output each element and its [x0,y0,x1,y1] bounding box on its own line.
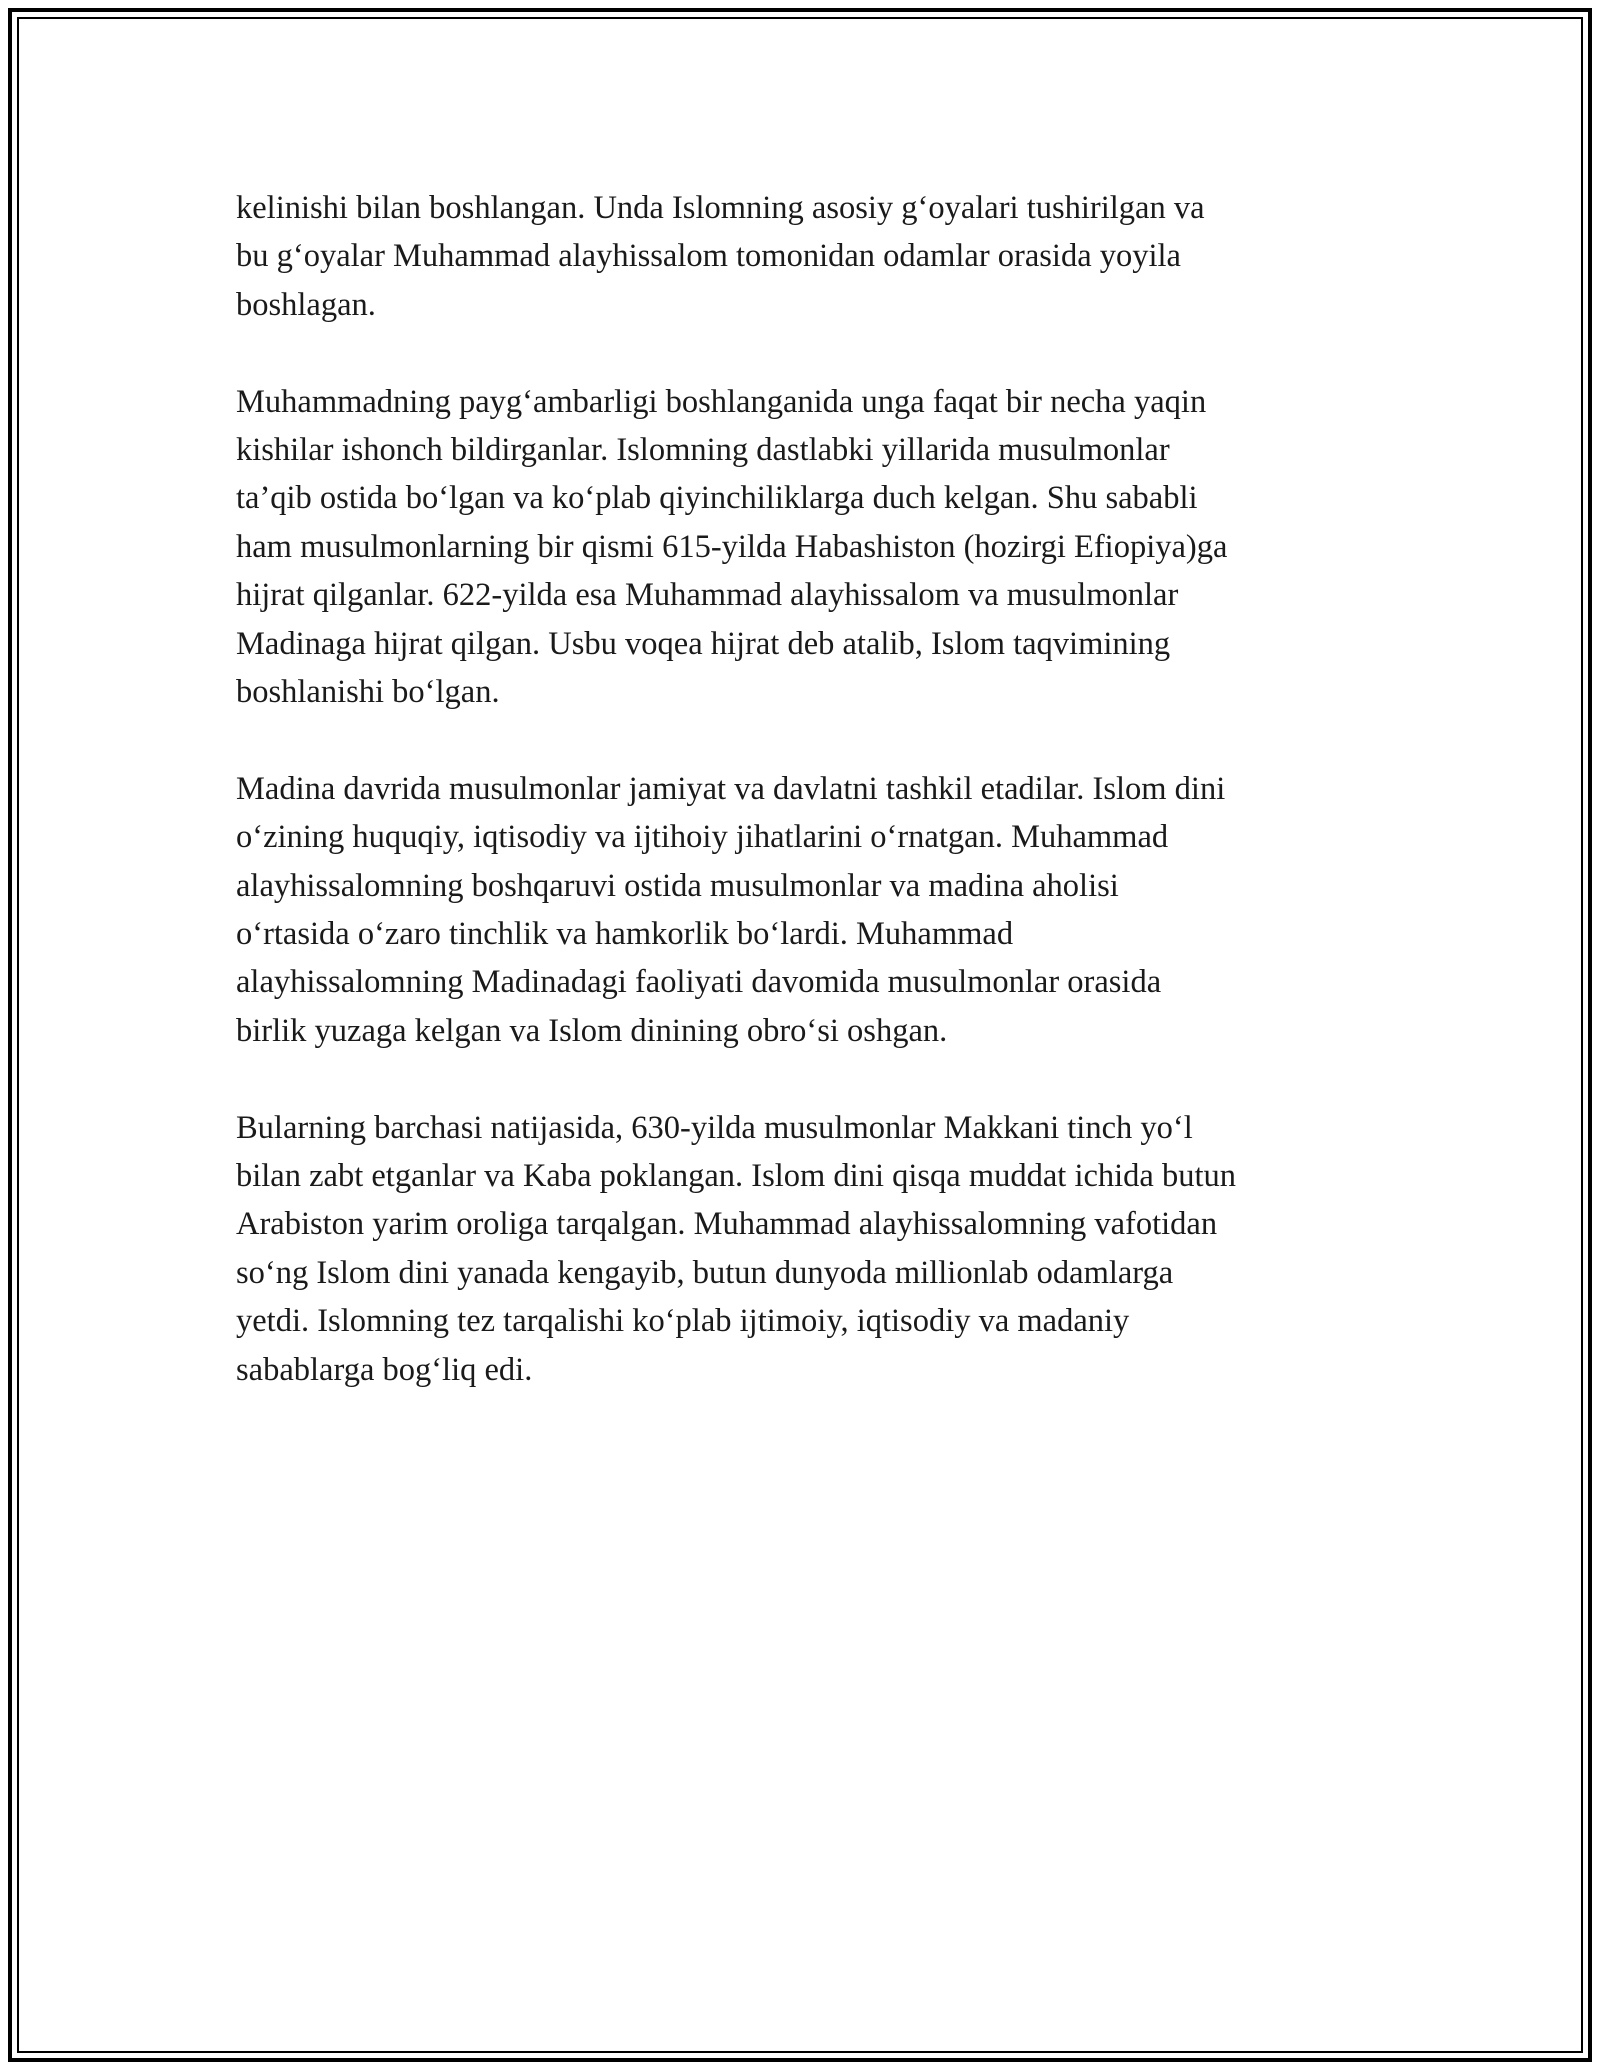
text-line: boshlanishi bo‘lgan. [236,674,500,711]
text-line: hijrat qilganlar. 622-yilda esa Muhammad alayhissalom va musulmonlar [236,577,1179,614]
text-line: Muhammadning payg‘ambarligi boshlanganida unga faqat bir necha yaqin [236,383,1207,420]
text-line: Madinaga hijrat qilgan. Usbu voqea hijrat deb atalib, Islom taqvimining [236,625,1171,662]
text-line: boshlagan. [236,286,376,323]
text-line: alayhissalomning boshqaruvi ostida musulmonlar va madina aholisi [236,867,1119,904]
text-line: ta’qib ostida bo‘lgan va ko‘plab qiyinchiliklarga duch kelgan. Shu sababli [236,480,1198,517]
text-line: so‘ng Islom dini yanada kengayib, butun dunyoda millionlab odamlarga [236,1254,1174,1291]
text-line: bu g‘oyalar Muhammad alayhissalom tomonidan odamlar orasida yoyila [236,238,1181,275]
paragraph [236,378,1376,717]
text-line: yetdi. Islomning tez tarqalishi ko‘plab ijtimoiy, iqtisodiy va madaniy [236,1303,1130,1340]
text-line: Bularning barchasi natijasida, 630-yilda musulmonlar Makkani tinch yo‘l [236,1109,1193,1146]
paragraph [236,184,1376,329]
paragraph [236,1104,1376,1394]
text-line: Madina davrida musulmonlar jamiyat va davlatni tashkil etadilar. Islom dini [236,770,1226,807]
text-line: birlik yuzaga kelgan va Islom dinining obro‘si oshgan. [236,1012,948,1049]
text-line: ham musulmonlarning bir qismi 615-yilda Habashiston (hozirgi Efiopiya)ga [236,528,1228,565]
paragraph [236,765,1376,1055]
text-line: alayhissalomning Madinadagi faoliyati davomida musulmonlar orasida [236,964,1162,1001]
text-line: kelinishi bilan boshlangan. Unda Islomning asosiy g‘oyalari tushirilgan va [236,190,1205,226]
text-line: sabablarga bog‘liq edi. [236,1351,533,1388]
text-line: bilan zabt etganlar va Kaba poklangan. Islom dini qisqa muddat ichida butun [236,1158,1237,1195]
text-line: kishilar ishonch bildirganlar. Islomning dastlabki yillarida musulmonlar [236,432,1170,469]
text-line: Arabiston yarim oroliga tarqalgan. Muhammad alayhissalomning vafotidan [236,1206,1218,1243]
text-line: o‘rtasida o‘zaro tinchlik va hamkorlik bo‘lardi. Muhammad [236,916,1014,953]
page-body [236,184,1376,1443]
text-line: o‘zining huquqiy, iqtisodiy va ijtihoiy jihatlarini o‘rnatgan. Muhammad [236,819,1169,856]
